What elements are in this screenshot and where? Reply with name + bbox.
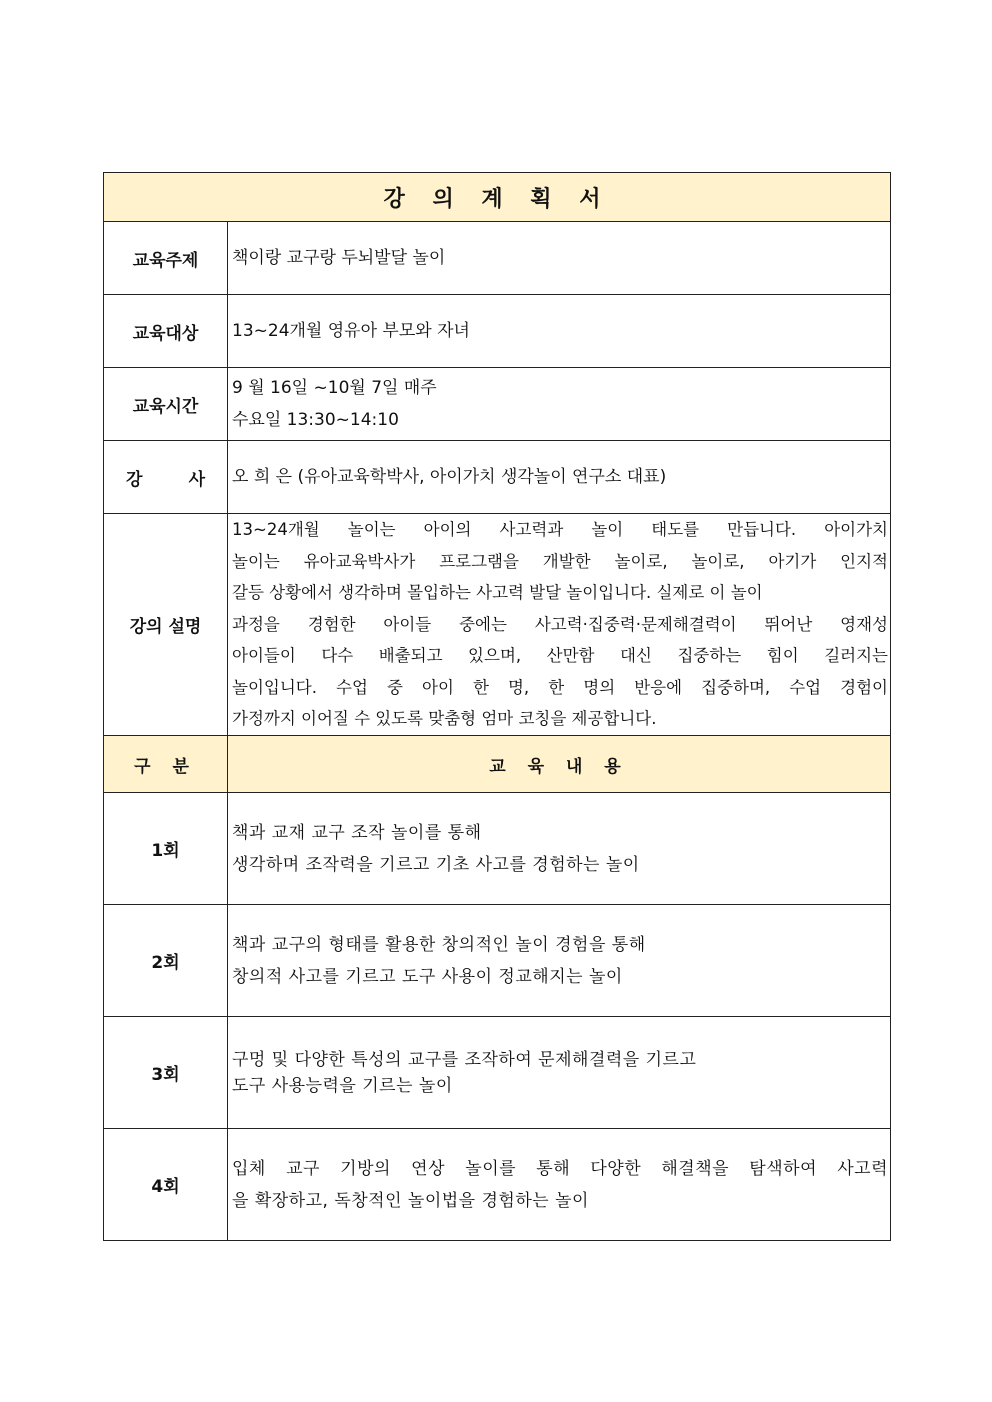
session-line: 을 확장하고, 독창적인 놀이법을 경험하는 놀이 bbox=[232, 1190, 589, 1211]
session-row bbox=[104, 793, 891, 905]
description-value bbox=[228, 514, 891, 736]
description-line: 가정까지 이어질 수 있도록 맞춤형 엄마 코칭을 제공합니다. bbox=[232, 709, 657, 729]
session-line: 구멍 및 다양한 특성의 교구를 조작하여 문제해결력을 기르고 bbox=[232, 1049, 697, 1070]
description-row bbox=[104, 514, 891, 736]
description-line: 놀이는 유아교육박사가 프로그램을 개발한 놀이로, 놀이로, 아기가 인지적 bbox=[232, 551, 888, 571]
description-line: 놀이입니다. 수업 중 아이 한 명, 한 명의 반응에 집중하며, 수업 경험이 bbox=[232, 677, 888, 697]
description-label: 강의 설명 bbox=[104, 514, 228, 736]
session-label: 4회 bbox=[104, 1129, 228, 1241]
instructor-label bbox=[104, 441, 228, 514]
subject-label: 교육주제 bbox=[104, 222, 228, 295]
target-row bbox=[104, 295, 891, 368]
description-line: 13~24개월 놀이는 아이의 사고력과 놀이 태도를 만듭니다. 아이가치 bbox=[232, 520, 888, 540]
session-row bbox=[104, 1129, 891, 1241]
session-row bbox=[104, 905, 891, 1017]
content-header-content: 교 육 내 용 bbox=[228, 736, 891, 793]
target-label: 교육대상 bbox=[104, 295, 228, 368]
description-line: 갈등 상황에서 생각하며 몰입하는 사고력 발달 놀이입니다. 실제로 이 놀이 bbox=[232, 583, 763, 603]
session-label: 1회 bbox=[104, 793, 228, 905]
session-content bbox=[228, 1017, 891, 1129]
schedule-value bbox=[228, 368, 891, 441]
session-line: 창의적 사고를 기르고 도구 사용이 정교해지는 놀이 bbox=[232, 966, 623, 987]
session-content bbox=[228, 1129, 891, 1241]
session-line: 생각하며 조작력을 기르고 기초 사고를 경험하는 놀이 bbox=[232, 854, 640, 875]
lecture-plan-table bbox=[103, 172, 891, 1241]
content-header-row bbox=[104, 736, 891, 793]
session-label: 2회 bbox=[104, 905, 228, 1017]
instructor-row bbox=[104, 441, 891, 514]
instructor-label-left: 강 bbox=[126, 469, 143, 490]
content-header-category: 구 분 bbox=[104, 736, 228, 793]
schedule-time: 수요일 13:30~14:10 bbox=[232, 410, 399, 430]
schedule-label: 교육시간 bbox=[104, 368, 228, 441]
instructor-value: 오 희 은 (유아교육학박사, 아이가치 생각놀이 연구소 대표) bbox=[228, 441, 891, 514]
subject-value: 책이랑 교구랑 두뇌발달 놀이 bbox=[228, 222, 891, 295]
session-line: 책과 교구의 형태를 활용한 창의적인 놀이 경험을 통해 bbox=[232, 934, 646, 955]
session-line: 도구 사용능력을 기르는 놀이 bbox=[232, 1075, 453, 1096]
document-title: 강 의 계 획 서 bbox=[104, 173, 891, 222]
session-content bbox=[228, 905, 891, 1017]
instructor-label-right: 사 bbox=[188, 469, 205, 490]
description-line: 아이들이 다수 배출되고 있으며, 산만함 대신 집중하는 힘이 길러지는 bbox=[232, 646, 888, 666]
schedule-dates: 9 월 16일 ~10월 7일 매주 bbox=[232, 378, 437, 398]
session-line: 입체 교구 기방의 연상 놀이를 통해 다양한 해결책을 탐색하여 사고력 bbox=[232, 1158, 888, 1179]
schedule-row bbox=[104, 368, 891, 441]
session-label: 3회 bbox=[104, 1017, 228, 1129]
session-line: 책과 교재 교구 조작 놀이를 통해 bbox=[232, 822, 482, 843]
description-line: 과정을 경험한 아이들 중에는 사고력·집중력·문제해결력이 뛰어난 영재성 bbox=[232, 614, 888, 634]
session-content bbox=[228, 793, 891, 905]
target-value: 13~24개월 영유아 부모와 자녀 bbox=[228, 295, 891, 368]
subject-row bbox=[104, 222, 891, 295]
session-row bbox=[104, 1017, 891, 1129]
